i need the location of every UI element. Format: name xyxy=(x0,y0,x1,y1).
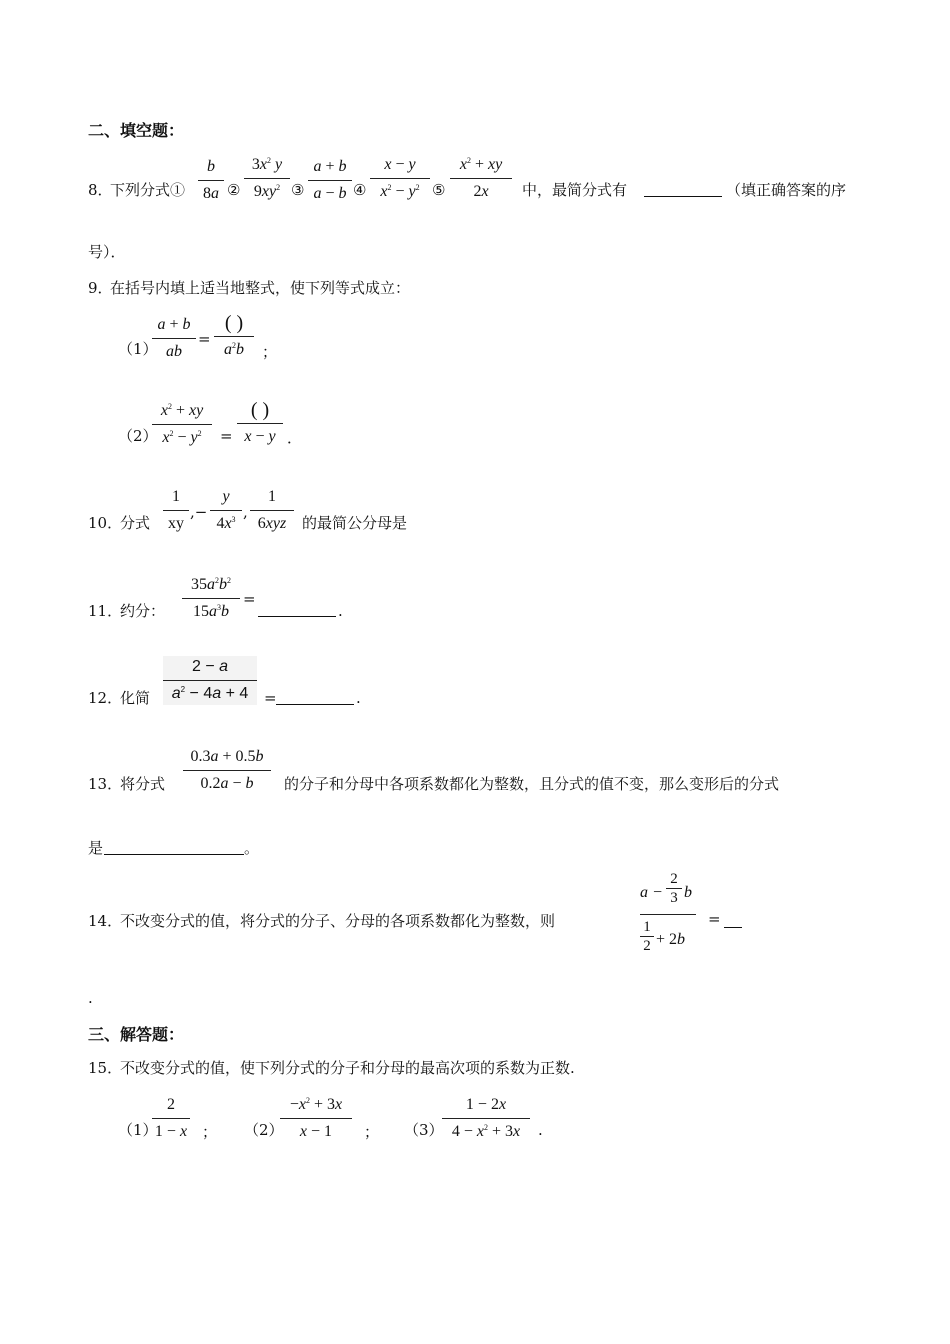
q14-equals: = xyxy=(708,910,721,928)
q15-part-3-label: （3） xyxy=(404,1121,444,1139)
q11-equals: = xyxy=(243,590,256,608)
q15-part-1-label: （1） xyxy=(118,1121,158,1139)
q15-2-fraction: $-x^2 + 3x$ x − 1 xyxy=(280,1094,352,1143)
q9-2-end: ． xyxy=(287,429,303,447)
q12-answer-blank[interactable] xyxy=(276,704,354,705)
q15-1-fraction: 2 1 − x xyxy=(152,1094,190,1143)
q14-main-bar xyxy=(640,914,696,915)
q13-end: 。 xyxy=(244,839,260,857)
q11-lead: 约分： xyxy=(120,602,166,620)
q14-den-inner-fraction: 1 2 xyxy=(640,919,654,954)
q10-sep-1: ,− xyxy=(190,503,208,521)
q9-1-answer-paren[interactable]: ( ) xyxy=(224,312,244,334)
q9-text: 在括号内填上适当地整式，使下列等式成立： xyxy=(110,279,411,297)
q9-part-1-label: （1） xyxy=(118,340,158,358)
q8-fraction-5: $x^2$ + xy 2x xyxy=(450,154,512,203)
q10-tail: 的最简公分母是 xyxy=(302,514,408,532)
q8-tail: 中，最简分式有 xyxy=(522,181,628,199)
q9-part-2-label: （2） xyxy=(118,427,158,445)
q11-number: 11． xyxy=(88,602,123,620)
q11-fraction: $35a^2b^2$ $15a^3b$ xyxy=(182,574,240,623)
section-3-title: 三、解答题： xyxy=(88,1025,185,1044)
q9-2-answer-paren[interactable]: ( ) xyxy=(250,399,270,421)
q8-fraction-1: b 8a xyxy=(198,156,224,205)
q14-text: 不改变分式的值，将分式的分子、分母的各项系数都化为整数，则 xyxy=(120,912,556,930)
q14-number: 14． xyxy=(88,912,123,930)
q12-end: . xyxy=(356,689,361,707)
q14-num-a: a − xyxy=(640,884,663,901)
q8-circle-2: ② xyxy=(227,181,241,199)
q13-tail: 的分子和分母中各项系数都化为整数，且分式的值不变，那么变形后的分式 xyxy=(284,775,780,793)
q15-3-fraction: 1 − 2x $4 - x^2 + 3x$ xyxy=(442,1094,530,1143)
q8-circle-5: ⑤ xyxy=(432,181,446,199)
q14-num-b: b xyxy=(684,884,692,901)
q8-fraction-3: a + b a − b xyxy=(308,156,352,205)
q8-lead: 下列分式① xyxy=(110,181,186,199)
q12-fraction: 2 − a $a^2 - 4a + 4$ xyxy=(163,656,257,705)
q8-circle-4: ④ xyxy=(353,181,367,199)
q10-number: 10． xyxy=(88,514,123,532)
q9-2-equals: = xyxy=(220,427,233,445)
q14-den-rest: + 2b xyxy=(656,931,686,948)
section-2-title: 二、填空题： xyxy=(88,121,185,140)
q13-lead: 将分式 xyxy=(120,775,166,793)
q11-end: . xyxy=(338,602,343,620)
q9-1-end: ； xyxy=(262,343,278,361)
q13-continuation: 是 xyxy=(88,839,104,857)
q8-fraction-4: x − y $x^2 - y^2$ xyxy=(370,154,430,203)
q8-answer-blank[interactable] xyxy=(644,196,722,197)
q15-3-end: . xyxy=(538,1121,543,1139)
q13-fraction: 0.3a + 0.5b 0.2a − b xyxy=(183,746,271,795)
q12-number: 12． xyxy=(88,689,123,707)
q11-answer-blank[interactable] xyxy=(258,616,336,617)
q12-lead: 化简 xyxy=(120,689,151,707)
q13-answer-blank[interactable] xyxy=(104,854,244,855)
q9-1-right-fraction: ( ) $a^2b$ xyxy=(214,312,254,361)
q8-circle-3: ③ xyxy=(291,181,305,199)
q15-number: 15． xyxy=(88,1059,123,1077)
q15-1-end: ； xyxy=(202,1123,218,1141)
q14-complex-fraction xyxy=(640,872,696,962)
q10-fraction-2: y $4x^3$ xyxy=(210,486,242,535)
q8-fraction-2: $3x^2$ y $9xy^2$ xyxy=(244,154,290,203)
q15-part-2-label: （2） xyxy=(244,1121,284,1139)
q9-1-equals: = xyxy=(198,330,211,348)
q14-end: . xyxy=(88,989,93,1007)
q10-fraction-1: 1 xy xyxy=(163,486,189,535)
q10-fraction-3: 1 6xyz xyxy=(250,486,294,535)
q9-number: 9． xyxy=(88,279,113,297)
q10-sep-2: , xyxy=(243,503,248,521)
q9-2-left-fraction: $x^2$ + xy $x^2 - y^2$ xyxy=(152,400,212,449)
q8-number: 8． xyxy=(88,181,113,199)
q9-1-left-fraction: a + b ab xyxy=(152,314,196,363)
q12-equals: = xyxy=(264,689,277,707)
q14-num-inner-fraction: 2 3 xyxy=(666,871,682,906)
q10-lead: 分式 xyxy=(120,514,151,532)
q15-text: 不改变分式的值，使下列分式的分子和分母的最高次项的系数为正数. xyxy=(120,1059,575,1077)
q14-answer-blank[interactable] xyxy=(724,927,742,928)
q15-2-end: ； xyxy=(364,1123,380,1141)
q8-after-blank: （填正确答案的序 xyxy=(726,181,847,199)
q8-continuation: 号）． xyxy=(88,243,126,261)
q13-number: 13． xyxy=(88,775,123,793)
q9-2-right-fraction: ( ) x − y xyxy=(237,399,283,448)
